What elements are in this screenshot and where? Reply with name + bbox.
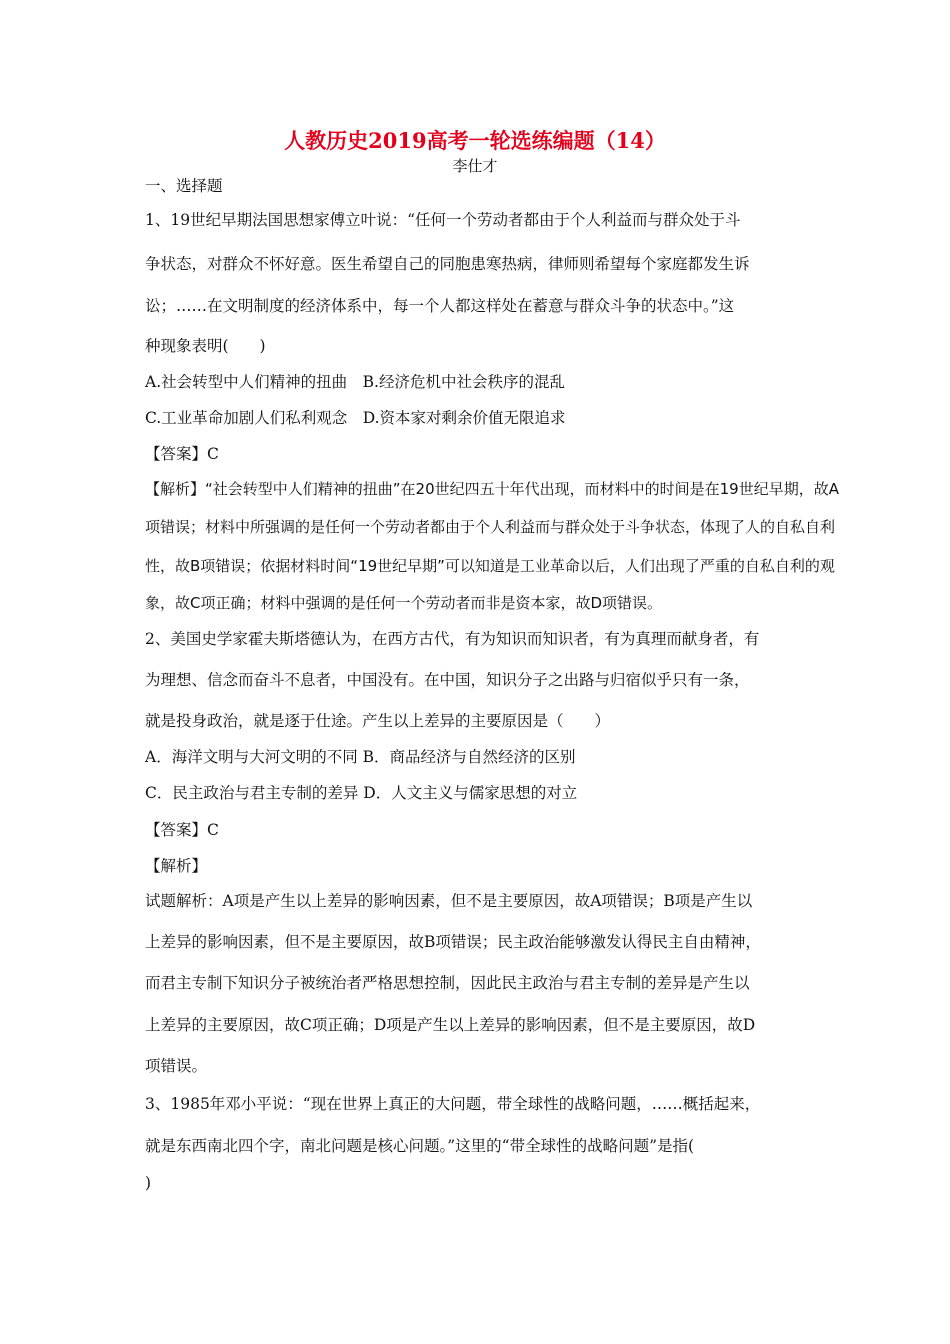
question-2-text: 就是投身政治，就是逐于仕途。产生以上差异的主要原因是（ ） xyxy=(145,712,611,730)
question-3-text: 就是东西南北四个字，南北问题是核心问题。”这里的“带全球性的战略问题”是指( xyxy=(145,1137,695,1155)
question-2-text: 2、美国史学家霍夫斯塔德认为，在西方古代，有为知识而知识者，有为真理而献身者，有 xyxy=(145,630,760,648)
question-1-text: 1、19世纪早期法国思想家傅立叶说：“任何一个劳动者都由于个人利益而与群众处于斗 xyxy=(145,211,741,229)
question-1-analysis: 项错误；材料中所强调的是任何一个劳动者都由于个人利益而与群众处于斗争状态，体现了人的自私自利 xyxy=(145,518,836,536)
question-1-options: A.社会转型中人们精神的扭曲 B.经济危机中社会秩序的混乱 xyxy=(145,373,565,391)
document-title: 人教历史2019高考一轮选练编题（14） xyxy=(284,128,666,153)
question-1-analysis: 性，故B项错误；依据材料时间“19世纪早期”可以知道是工业革命以后，人们出现了严重的自私自利的观 xyxy=(145,557,835,575)
author-name: 李仕才 xyxy=(452,157,498,175)
question-2-analysis: 试题解析：A项是产生以上差异的影响因素，但不是主要原因，故A项错误；B项是产生以 xyxy=(145,892,753,910)
question-2-options: A．海洋文明与大河文明的不同 B．商品经济与自然经济的区别 xyxy=(145,748,576,766)
question-2-options: C．民主政治与君主专制的差异 D．人文主义与儒家思想的对立 xyxy=(145,784,578,802)
section-heading: 一、选择题 xyxy=(145,177,223,195)
question-2-analysis: 项错误。 xyxy=(145,1057,208,1075)
question-1-analysis: 象，故C项正确；材料中强调的是任何一个劳动者而非是资本家，故D项错误。 xyxy=(145,594,663,612)
question-2-analysis: 上差异的影响因素，但不是主要原因，故B项错误；民主政治能够激发认得民主自由精神， xyxy=(145,933,761,951)
question-1-text: 讼；……在文明制度的经济体系中，每一个人都这样处在蓄意与群众斗争的状态中。”这 xyxy=(145,297,735,315)
question-2-answer: 【答案】C xyxy=(145,821,219,839)
question-1-text: 种现象表明( ) xyxy=(145,337,266,355)
question-1-options: C.工业革命加剧人们私利观念 D.资本家对剩余价值无限追求 xyxy=(145,409,566,427)
question-2-text: 为理想、信念而奋斗不息者，中国没有。在中国，知识分子之出路与归宿似乎只有一条， xyxy=(145,671,750,689)
question-1-answer: 【答案】C xyxy=(145,445,219,463)
question-2-analysis: 而君主专制下知识分子被统治者严格思想控制，因此民主政治与君主专制的差异是产生以 xyxy=(145,974,750,992)
question-1-text: 争状态，对群众不怀好意。医生希望自己的同胞患寒热病，律师则希望每个家庭都发生诉 xyxy=(145,255,750,273)
question-3-text: ) xyxy=(145,1174,152,1192)
question-1-analysis: 【解析】“社会转型中人们精神的扭曲”在20世纪四五十年代出现，而材料中的时间是在19世纪早期，故A xyxy=(145,480,839,498)
question-2-analysis: 上差异的主要原因，故C项正确；D项是产生以上差异的影响因素，但不是主要原因，故D xyxy=(145,1016,756,1034)
question-2-analysis-label: 【解析】 xyxy=(145,857,208,875)
question-3-text: 3、1985年邓小平说：“现在世界上真正的大问题，带全球性的战略问题，……概括起来， xyxy=(145,1095,761,1113)
